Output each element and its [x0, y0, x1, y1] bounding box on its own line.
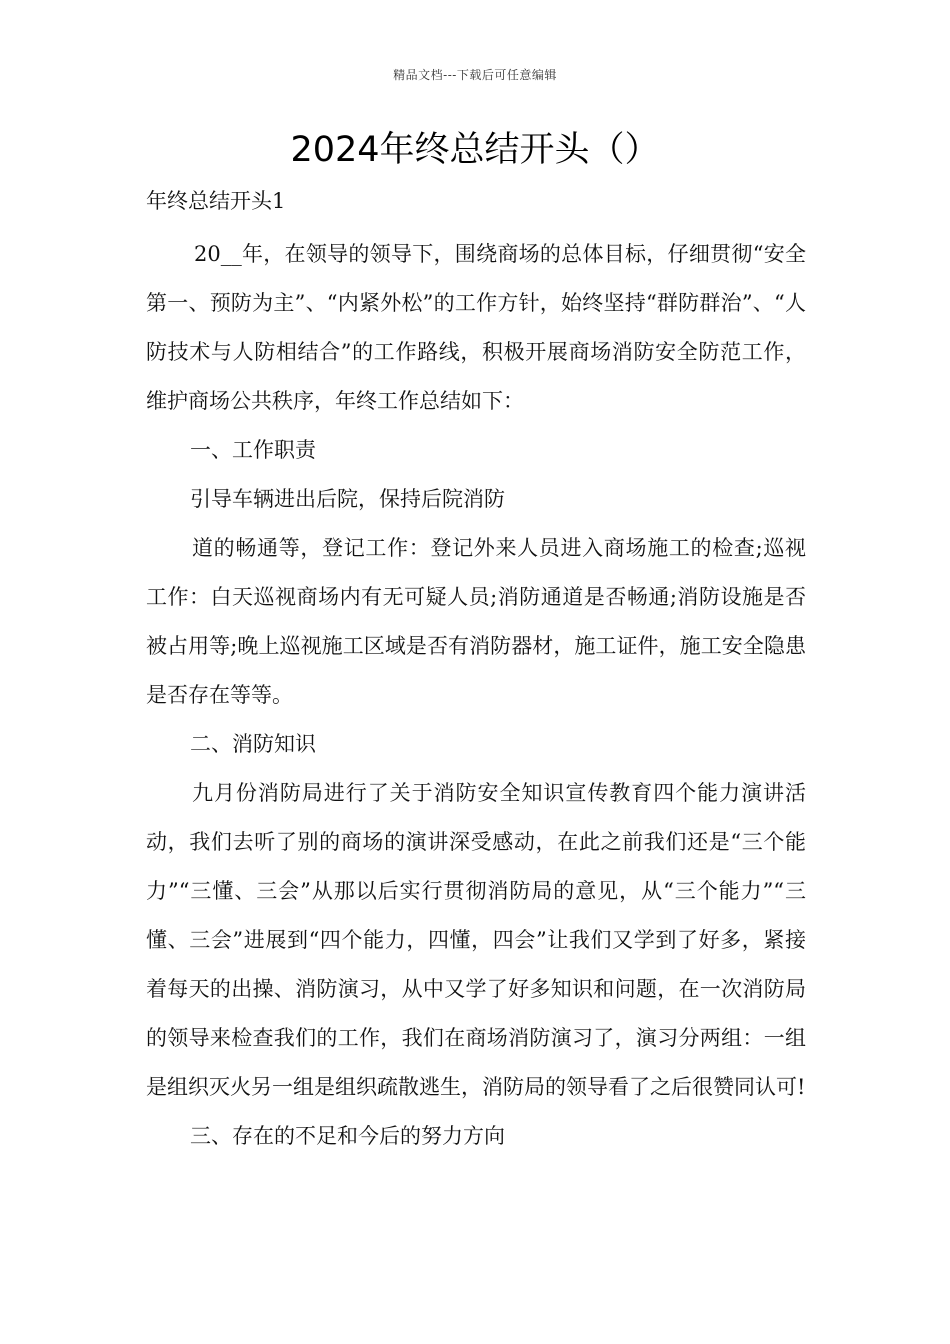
document-title: 2024年终总结开头（）	[290, 130, 660, 170]
heading-shortcomings: 三、存在的不足和今后的努力方向	[190, 1124, 505, 1148]
document-body	[146, 230, 806, 1161]
heading-fire-knowledge: 二、消防知识	[190, 732, 316, 756]
duty-paragraph-line1: 引导车辆进出后院，保持后院消防	[190, 487, 505, 511]
header-note: 精品文档---下载后可任意编辑	[393, 68, 557, 82]
knowledge-paragraph: 九月份消防局进行了关于消防安全知识宣传教育四个能力演讲活动，我们去听了别的商场的演讲深受感动，在此之前我们还是“三个能力”“三懂、三会”从那以后实行贯彻消防局的意见，从“三个能力”“三懂、三会”进展到“四个能力，四懂，四会”让我们又学到了好多，紧接着每天的出操、消防演习，从中又学了好多知识和问题，在一次消防局的领导来检查我们的工作，我们在商场消防演习了，演习分两组：一组是组织灭火另一组是组织疏散逃生，消防局的领导看了之后很赞同认可!	[146, 781, 806, 1099]
section-subtitle: 年终总结开头1	[146, 189, 286, 213]
intro-paragraph: 20__年，在领导的领导下，围绕商场的总体目标，仔细贯彻“安全第一、预防为主”、“内紧外松”的工作方针，始终坚持“群防群治”、“人防技术与人防相结合”的工作路线，积极开展商场消防安全防范工作，维护商场公共秩序，年终工作总结如下：	[146, 242, 806, 413]
heading-work-duties: 一、工作职责	[190, 438, 316, 462]
duty-paragraph: 道的畅通等，登记工作：登记外来人员进入商场施工的检查;巡视工作：白天巡视商场内有无可疑人员;消防通道是否畅通;消防设施是否被占用等;晚上巡视施工区域是否有消防器材，施工证件，施工安全隐患是否存在等等。	[146, 536, 806, 707]
